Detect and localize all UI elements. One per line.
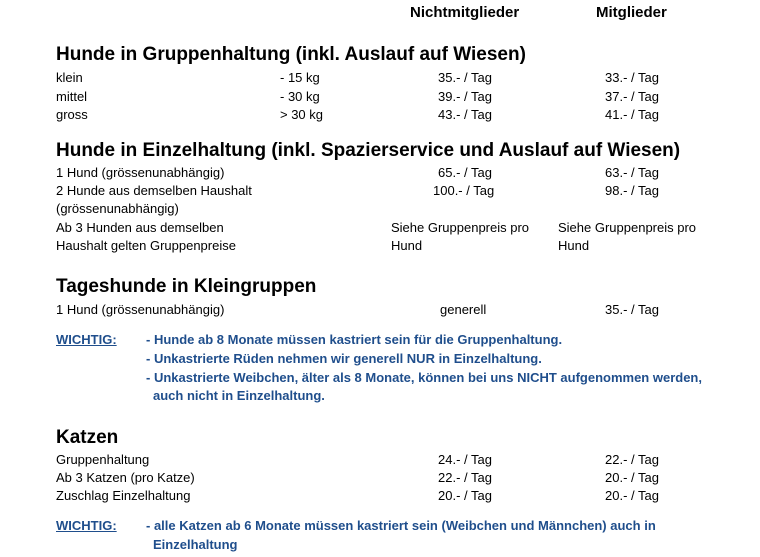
row-label: Zuschlag Einzelhaltung: [56, 488, 191, 503]
section-title-group-dogs: Hunde in Gruppenhaltung (inkl. Auslauf auf Wiesen): [56, 44, 526, 65]
row-label: Ab 3 Katzen (pro Katze): [56, 470, 195, 485]
row-price-member: 41.- / Tag: [605, 107, 659, 122]
warning-line: - Unkastrierte Rüden nehmen wir generell NUR in Einzelhaltung.: [146, 351, 542, 366]
row-weight: - 30 kg: [280, 89, 320, 104]
row-weight: > 30 kg: [280, 107, 324, 122]
warning-line: auch nicht in Einzelhaltung.: [153, 388, 325, 403]
section-title-cats: Katzen: [56, 427, 119, 448]
column-header-members: Mitglieder: [596, 4, 667, 21]
row-price-member: 37.- / Tag: [605, 89, 659, 104]
warning-line: - alle Katzen ab 6 Monate müssen kastriert sein (Weibchen und Männchen) auch in: [146, 518, 656, 533]
row-price-non-member: 24.- / Tag: [438, 452, 492, 467]
row-price-member: 20.- / Tag: [605, 488, 659, 503]
row-price-member: 20.- / Tag: [605, 470, 659, 485]
warning-line: Einzelhaltung: [153, 537, 238, 552]
column-header-non-members: Nichtmitglieder: [410, 4, 520, 21]
row-label: 2 Hunde aus demselben Haushalt: [56, 183, 252, 198]
row-label: gross: [56, 107, 88, 122]
warning-line: - Unkastrierte Weibchen, älter als 8 Monate, können bei uns NICHT aufgenommen werden,: [146, 370, 702, 385]
row-price-non-member: 20.- / Tag: [438, 488, 492, 503]
warning-label: WICHTIG:: [56, 332, 117, 347]
row-price-member: 22.- / Tag: [605, 452, 659, 467]
warning-line: - Hunde ab 8 Monate müssen kastriert sein für die Gruppenhaltung.: [146, 332, 563, 347]
row-price-non-member: 22.- / Tag: [438, 470, 492, 485]
row-price-member: 98.- / Tag: [605, 183, 659, 198]
warning-label: WICHTIG:: [56, 518, 117, 533]
row-price-member: 35.- / Tag: [605, 302, 659, 317]
section-title-day-dogs: Tageshunde in Kleingruppen: [56, 276, 317, 297]
row-label: klein: [56, 70, 83, 85]
row-label: mittel: [56, 89, 88, 104]
row-price-non-member: 65.- / Tag: [438, 165, 492, 180]
row-label: 1 Hund (grössenunabhängig): [56, 165, 225, 180]
row-price-non-member: 35.- / Tag: [438, 70, 492, 85]
section-title-single-dogs: Hunde in Einzelhaltung (inkl. Spazierservice und Auslauf auf Wiesen): [56, 140, 681, 161]
row-label-continuation: Haushalt gelten Gruppenpreise: [56, 238, 236, 253]
row-price-member: 63.- / Tag: [605, 165, 659, 180]
row-note-member-continuation: Hund: [558, 238, 590, 253]
row-label: Gruppenhaltung: [56, 452, 150, 467]
row-label: 1 Hund (grössenunabhängig): [56, 302, 225, 317]
row-price-non-member: 100.- / Tag: [433, 183, 495, 198]
row-note-non-member: Siehe Gruppenpreis pro: [391, 220, 530, 235]
row-label: Ab 3 Hunden aus demselben: [56, 220, 224, 235]
row-label-continuation: (grössenunabhängig): [56, 201, 179, 216]
row-note-member: Siehe Gruppenpreis pro: [558, 220, 697, 235]
row-weight: - 15 kg: [280, 70, 320, 85]
row-price-non-member: 39.- / Tag: [438, 89, 492, 104]
row-price-non-member: 43.- / Tag: [438, 107, 492, 122]
row-note-non-member-continuation: Hund: [391, 238, 423, 253]
row-price-member: 33.- / Tag: [605, 70, 659, 85]
row-price-non-member: generell: [440, 302, 487, 317]
